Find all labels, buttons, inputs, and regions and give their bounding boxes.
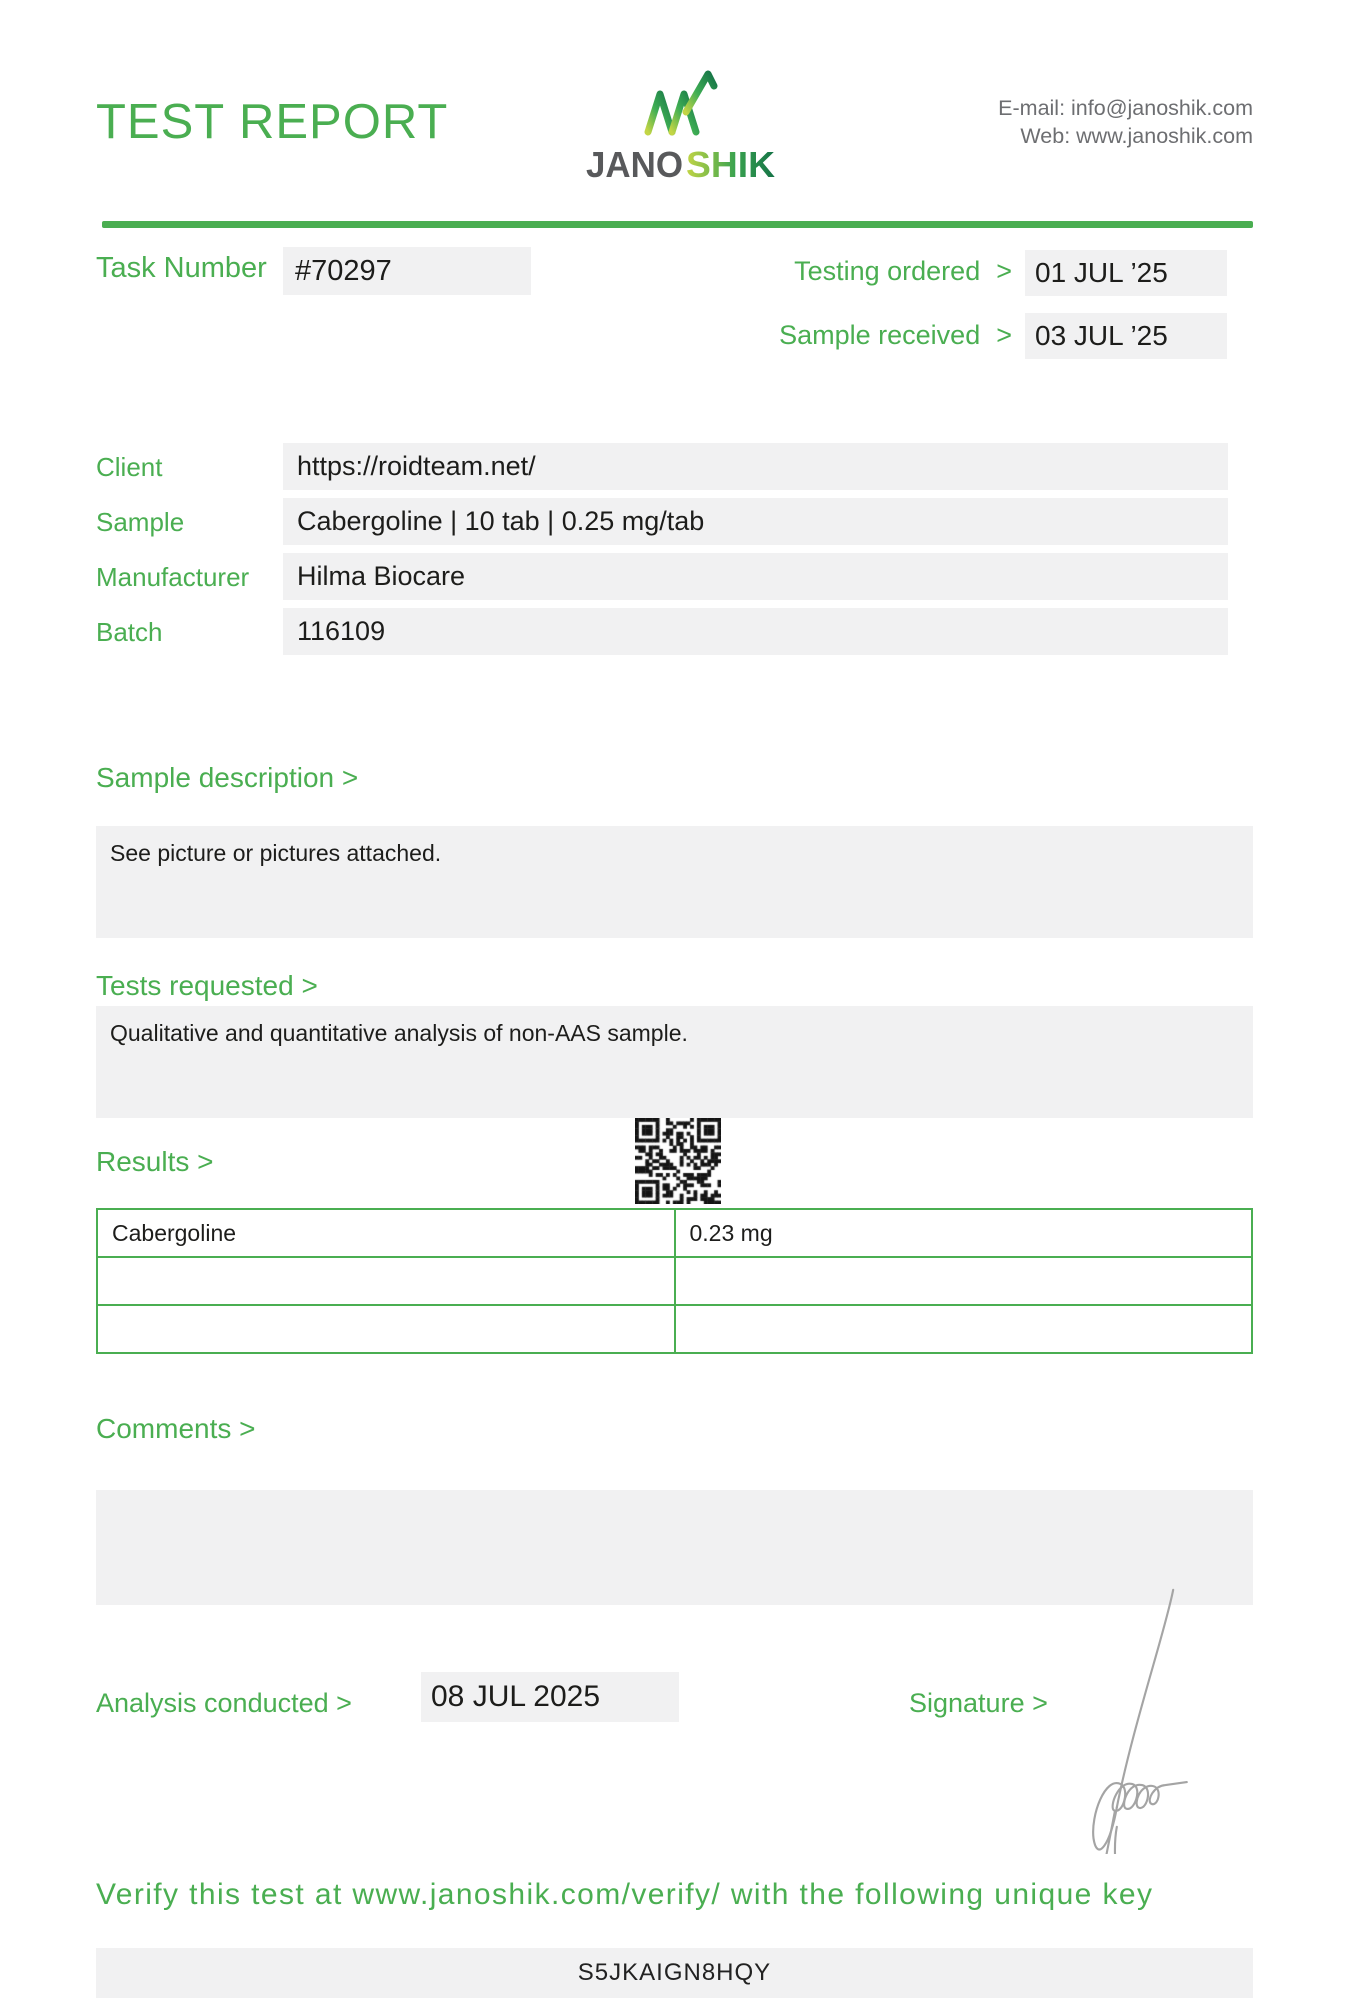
- sample-value: Cabergoline | 10 tab | 0.25 mg/tab: [297, 506, 705, 536]
- result-amount-cell: [675, 1257, 1253, 1305]
- result-substance-cell: Cabergoline: [97, 1209, 675, 1257]
- logo-text-jano: JANO: [586, 144, 683, 185]
- task-number-value: #70297: [295, 255, 392, 287]
- tests-requested-box: [96, 1006, 1253, 1118]
- table-row: [97, 1257, 1252, 1305]
- chevron-right-icon: >: [996, 256, 1012, 286]
- sample-label: Sample: [96, 507, 185, 537]
- table-row: [97, 1209, 1252, 1257]
- client-label: Client: [96, 452, 163, 482]
- testing-ordered-label: Testing ordered >: [794, 256, 1012, 286]
- signature-image: [1070, 1582, 1220, 1854]
- sample-received-value: 03 JUL ’25: [1035, 320, 1168, 351]
- comments-text: [96, 1490, 1253, 1514]
- verify-key: S5JKAIGN8HQY: [577, 1959, 772, 1986]
- chevron-right-icon: >: [996, 320, 1012, 350]
- batch-value: 116109: [297, 616, 386, 646]
- contact-email: E-mail: info@janoshik.com: [998, 96, 1253, 120]
- client-value: https://roidteam.net/: [297, 451, 536, 481]
- task-number-label: Task Number: [96, 252, 267, 284]
- testing-ordered-box: [1025, 250, 1227, 296]
- result-amount-cell: [675, 1305, 1253, 1353]
- contact-block: [998, 94, 1253, 150]
- sample-description-box: [96, 826, 1253, 938]
- batch-box: [283, 608, 1228, 655]
- results-table: [96, 1208, 1253, 1354]
- sample-received-box: [1025, 313, 1227, 359]
- results-label: Results >: [96, 1146, 214, 1177]
- client-box: [283, 443, 1228, 490]
- sample-description-label: Sample description >: [96, 762, 359, 793]
- analysis-conducted-value: 08 JUL 2025: [431, 1680, 601, 1713]
- header-divider: [102, 221, 1253, 228]
- table-row: [97, 1305, 1252, 1353]
- testing-ordered-value: 01 JUL ’25: [1035, 257, 1168, 288]
- result-substance-cell: [97, 1305, 675, 1353]
- logo-text-shik: SHIK: [686, 144, 775, 185]
- qr-code: [635, 1118, 721, 1204]
- batch-label: Batch: [96, 617, 163, 647]
- manufacturer-label: Manufacturer: [96, 562, 250, 592]
- result-amount-cell: 0.23 mg: [675, 1209, 1253, 1257]
- signature-label: Signature >: [909, 1688, 1048, 1718]
- comments-label: Comments >: [96, 1413, 256, 1444]
- analysis-conducted-label: Analysis conducted >: [96, 1688, 352, 1718]
- sample-box: [283, 498, 1228, 545]
- verify-text: Verify this test at www.janoshik.com/verify/ with the following unique key: [96, 1878, 1154, 1911]
- sample-received-label: Sample received >: [779, 320, 1012, 350]
- page-title: TEST REPORT: [96, 95, 449, 149]
- manufacturer-value: Hilma Biocare: [297, 561, 466, 591]
- verify-key-box: [96, 1948, 1253, 1998]
- tests-requested-text: Qualitative and quantitative analysis of non-AAS sample.: [110, 1020, 688, 1046]
- manufacturer-box: [283, 553, 1228, 600]
- contact-web: Web: www.janoshik.com: [1020, 124, 1253, 148]
- result-substance-cell: [97, 1257, 675, 1305]
- tests-requested-label: Tests requested >: [96, 970, 318, 1001]
- sample-description-text: See picture or pictures attached.: [110, 840, 442, 866]
- logo-chart-icon: [642, 58, 718, 140]
- logo-wordmark: [586, 144, 778, 186]
- analysis-conducted-box: [421, 1672, 679, 1722]
- task-number-box: [283, 247, 531, 295]
